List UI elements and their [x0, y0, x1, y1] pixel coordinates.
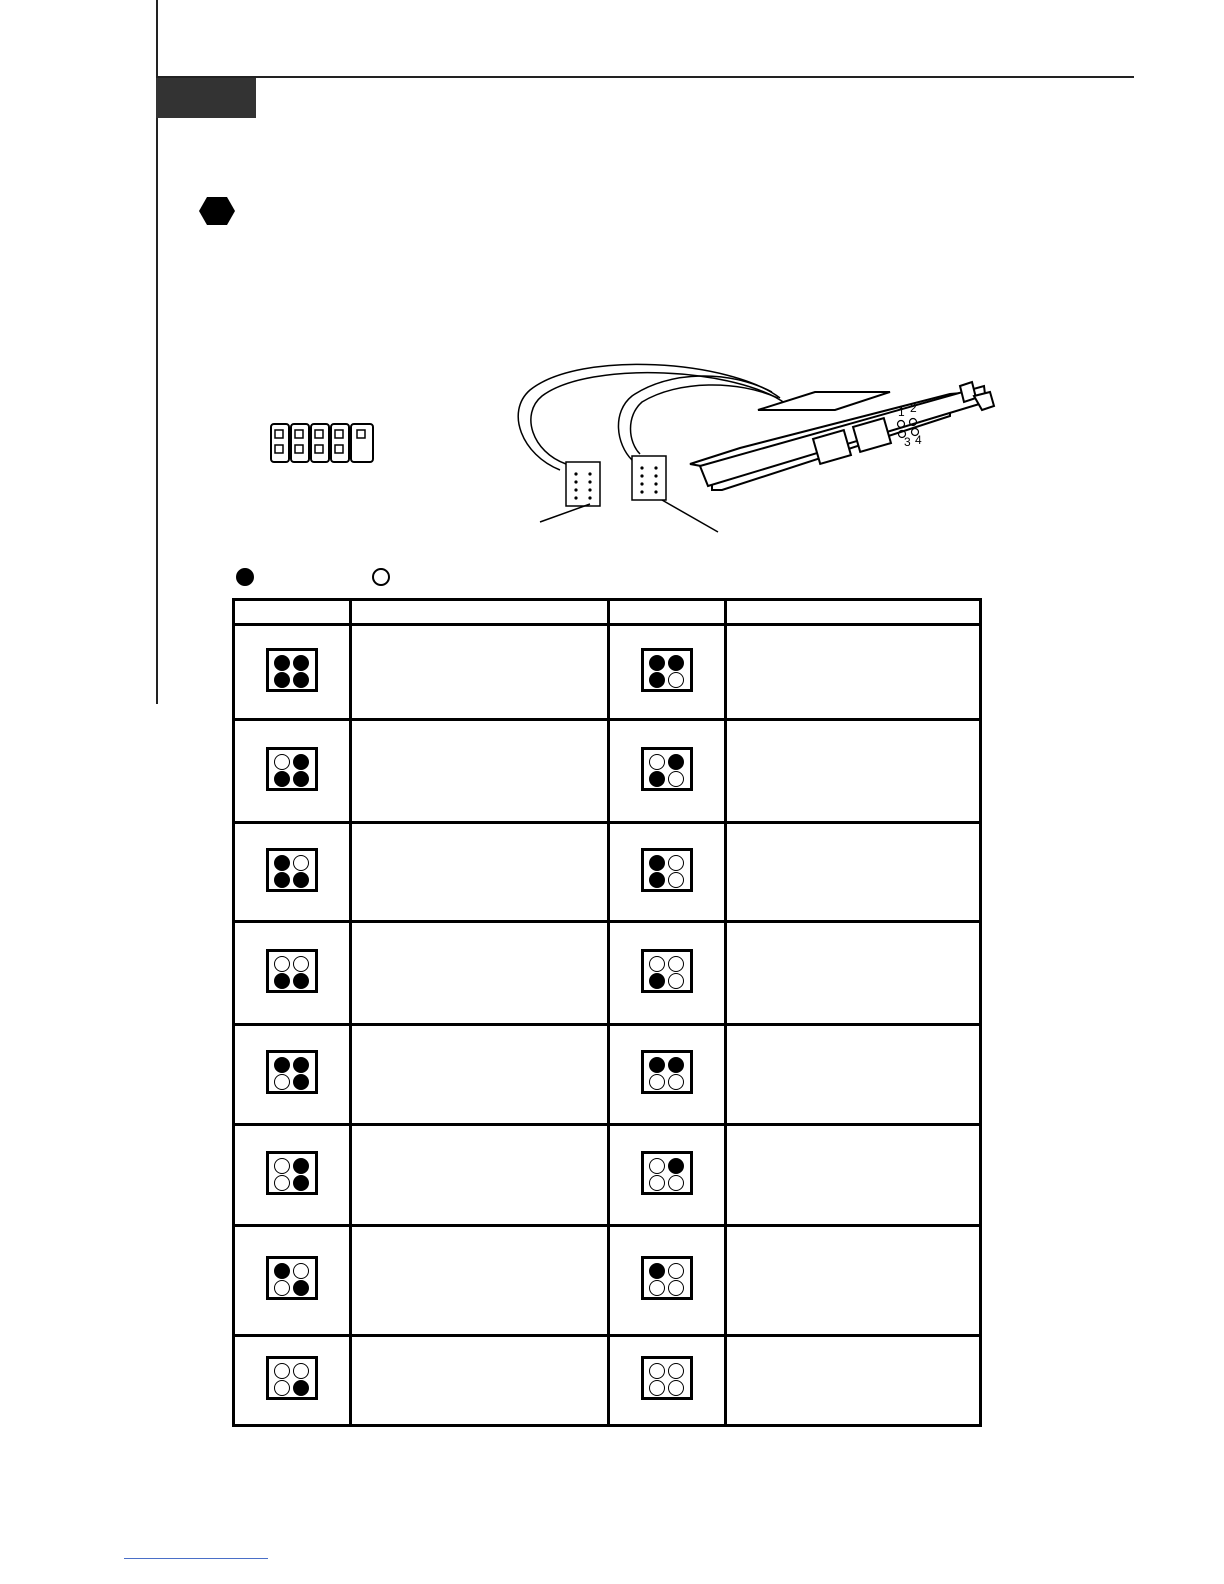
pin-description-cell [351, 1025, 609, 1125]
pin-off-icon [668, 1074, 684, 1090]
pin-off-icon [668, 672, 684, 688]
table-row [234, 823, 981, 922]
pin-on-icon [274, 1263, 290, 1279]
pin-on-icon [293, 1158, 309, 1174]
pin-on-icon [293, 655, 309, 671]
pin-icon-cell [609, 922, 726, 1025]
pin-icon-cell [234, 823, 351, 922]
header-tab [156, 78, 256, 118]
pin-description-cell [351, 922, 609, 1025]
pin-pattern-icon [266, 949, 318, 993]
pin-off-icon [649, 1280, 665, 1296]
table-row [234, 1336, 981, 1426]
pin-off-icon [668, 771, 684, 787]
pin-on-icon [274, 872, 290, 888]
pin-off-icon [668, 1380, 684, 1396]
pin-off-icon [274, 1380, 290, 1396]
pin-on-icon [649, 855, 665, 871]
pin-off-icon [668, 855, 684, 871]
header-rule [156, 76, 1134, 78]
pin-description-cell [726, 922, 981, 1025]
pin-off-icon [293, 956, 309, 972]
pin-off-icon [274, 754, 290, 770]
pin-legend [232, 566, 432, 588]
pin-on-icon [649, 1263, 665, 1279]
table-header-cell [609, 600, 726, 625]
pin-on-icon [649, 1057, 665, 1073]
pin-off-icon [274, 1158, 290, 1174]
table-row [234, 1226, 981, 1336]
table-row [234, 625, 981, 720]
pin-on-icon [274, 655, 290, 671]
pin-off-icon [668, 1363, 684, 1379]
table-row [234, 720, 981, 823]
usb-bracket-icon [690, 382, 994, 490]
pin-definition-table [232, 598, 982, 1427]
pin-description-cell [726, 625, 981, 720]
svg-text:3: 3 [904, 435, 911, 449]
pin-off-icon [668, 1263, 684, 1279]
pin-icon-cell [609, 625, 726, 720]
pin-on-icon [668, 1158, 684, 1174]
pin-pattern-icon [266, 648, 318, 692]
svg-text:1: 1 [898, 405, 905, 419]
pin-on-icon [649, 872, 665, 888]
pin-off-icon [649, 754, 665, 770]
pin-pattern-icon [266, 747, 318, 791]
pin-off-icon [649, 1175, 665, 1191]
pin-on-icon [293, 1074, 309, 1090]
pin-off-icon [649, 1380, 665, 1396]
table-header-cell [234, 600, 351, 625]
usb-header-pin-icon [271, 424, 373, 462]
pin-off-icon [372, 568, 390, 586]
pin-off-icon [293, 1363, 309, 1379]
pin-pattern-icon [641, 1050, 693, 1094]
pin-off-icon [293, 855, 309, 871]
pin-pattern-icon [266, 1356, 318, 1400]
pin-pattern-icon [641, 1151, 693, 1195]
pin-on-icon [649, 655, 665, 671]
pin-on-icon [293, 672, 309, 688]
pin-off-icon [649, 1363, 665, 1379]
pin-on-icon [274, 855, 290, 871]
pin-pattern-icon [641, 1256, 693, 1300]
pin-description-cell [726, 1226, 981, 1336]
pin-off-icon [649, 1074, 665, 1090]
pin-description-cell [351, 1226, 609, 1336]
pin-pattern-icon [641, 949, 693, 993]
svg-text:4: 4 [915, 433, 922, 447]
pin-on-icon [293, 1057, 309, 1073]
pin-description-cell [726, 1336, 981, 1426]
pin-icon-cell [234, 1025, 351, 1125]
pin-pattern-icon [641, 848, 693, 892]
pin-icon-cell [609, 1226, 726, 1336]
table-row [234, 1125, 981, 1226]
pin-off-icon [293, 1263, 309, 1279]
pin-on-icon [649, 771, 665, 787]
table-header-row [234, 600, 981, 625]
pin-pattern-icon [266, 1151, 318, 1195]
pin-pattern-icon [641, 747, 693, 791]
pin-description-cell [351, 823, 609, 922]
pin-pattern-icon [641, 1356, 693, 1400]
pin-description-cell [726, 1125, 981, 1226]
pin-description-cell [726, 720, 981, 823]
pin-icon-cell [609, 1025, 726, 1125]
pin-off-icon [274, 956, 290, 972]
pin-off-icon [274, 1280, 290, 1296]
pin-off-icon [274, 1363, 290, 1379]
pin-on-icon [274, 771, 290, 787]
pin-off-icon [649, 1158, 665, 1174]
pin-description-cell [351, 720, 609, 823]
usb-bracket-illustration [260, 340, 1020, 540]
pin-icon-cell [234, 1125, 351, 1226]
pin-on-icon [274, 1057, 290, 1073]
pin-on-icon [649, 672, 665, 688]
pin-description-cell [726, 1025, 981, 1125]
pin-on-icon [236, 568, 254, 586]
pin-icon-cell [609, 1125, 726, 1226]
pin-off-icon [668, 1280, 684, 1296]
pin-off-icon [668, 956, 684, 972]
pin-on-icon [293, 1175, 309, 1191]
pin-description-cell [726, 823, 981, 922]
pin-icon-cell [234, 720, 351, 823]
pin-on-icon [668, 1057, 684, 1073]
table-header-cell [726, 600, 981, 625]
pin-on-icon [274, 672, 290, 688]
pin-pattern-icon [266, 1256, 318, 1300]
pin-icon-cell [234, 922, 351, 1025]
table-row [234, 1025, 981, 1125]
pin-off-icon [668, 973, 684, 989]
table-row [234, 922, 981, 1025]
pin-icon-cell [234, 1336, 351, 1426]
pin-icon-cell [609, 823, 726, 922]
pin-on-icon [293, 872, 309, 888]
pin-icon-cell [609, 720, 726, 823]
hexagon-bullet-icon [198, 196, 236, 226]
pin-pattern-icon [266, 1050, 318, 1094]
footer-link-rule [124, 1558, 268, 1559]
pin-off-icon [668, 1175, 684, 1191]
pin-on-icon [293, 1380, 309, 1396]
pin-off-icon [274, 1175, 290, 1191]
pin-off-icon [274, 1074, 290, 1090]
pin-on-icon [274, 973, 290, 989]
pin-pattern-icon [266, 848, 318, 892]
pin-description-cell [351, 1336, 609, 1426]
pin-icon-cell [234, 1226, 351, 1336]
pin-on-icon [293, 1280, 309, 1296]
pin-off-icon [668, 872, 684, 888]
pin-on-icon [668, 754, 684, 770]
pin-on-icon [649, 973, 665, 989]
pin-on-icon [293, 973, 309, 989]
pin-description-cell [351, 625, 609, 720]
pin-on-icon [668, 655, 684, 671]
pin-icon-cell [234, 625, 351, 720]
svg-text:2: 2 [910, 401, 917, 415]
pin-off-icon [649, 956, 665, 972]
pin-icon-cell [609, 1336, 726, 1426]
pin-on-icon [293, 754, 309, 770]
pin-description-cell [351, 1125, 609, 1226]
pin-on-icon [293, 771, 309, 787]
pin-pattern-icon [641, 648, 693, 692]
table-header-cell [351, 600, 609, 625]
